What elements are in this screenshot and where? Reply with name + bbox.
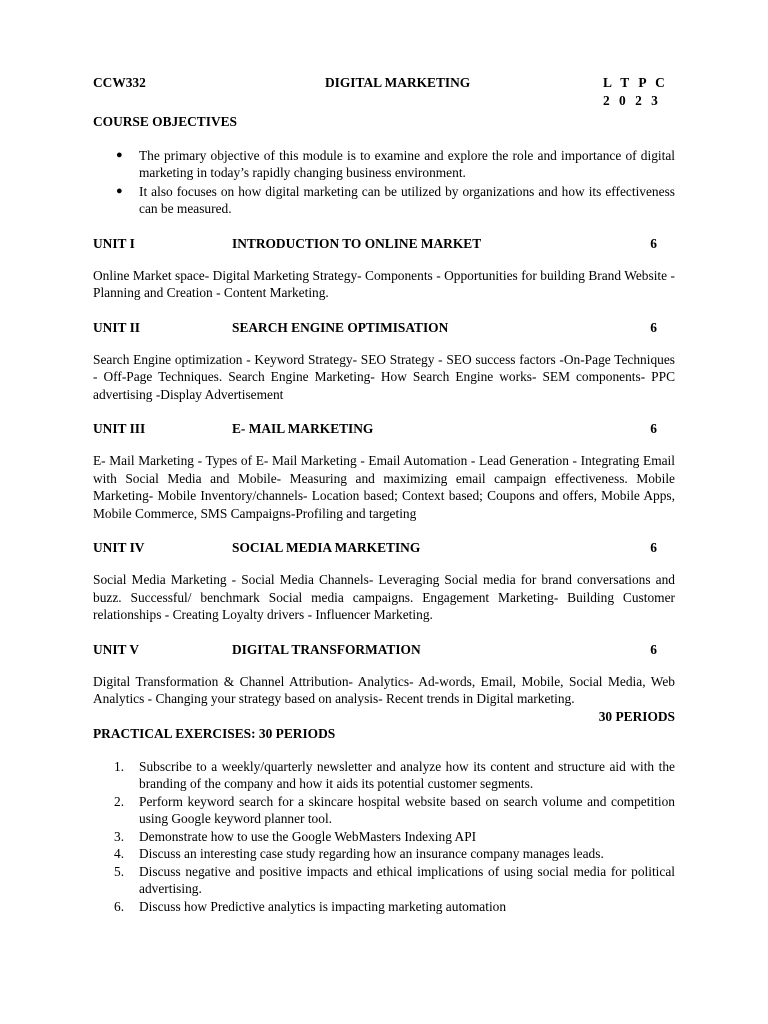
unit-number: UNIT II	[93, 319, 141, 335]
unit-number: UNIT III	[93, 421, 146, 436]
bullet-icon: ●	[116, 148, 123, 161]
syllabus-page	[93, 74, 675, 915]
unit-title: SEARCH ENGINE OPTIMISATION	[232, 319, 449, 335]
unit-number: UNIT V	[93, 641, 140, 657]
item-number: 6.	[114, 898, 125, 914]
course-title: DIGITAL MARKETING	[325, 75, 471, 90]
unit-heading	[93, 420, 675, 438]
unit-section	[93, 235, 675, 302]
unit-section	[93, 539, 675, 624]
unit-section	[93, 420, 675, 522]
unit-heading	[93, 539, 675, 557]
course-code: CCW332	[93, 75, 146, 90]
unit-body: Digital Transformation & Channel Attribution- Analytics- Ad-words, Email, Mobile, Social Media, Web Analytics - Changing your strategy based on analysis- Recent trends in Digital marketing.	[93, 673, 675, 706]
exercise-text: Discuss how Predictive analytics is impacting marketing automation	[139, 898, 507, 914]
unit-hours: 6	[650, 641, 657, 657]
list-item	[93, 863, 675, 898]
item-number: 2.	[114, 793, 125, 809]
unit-heading	[93, 235, 675, 253]
unit-body: Social Media Marketing - Social Media Channels- Leveraging Social media for brand conversations and buzz. Successful/ benchmark Social media campaigns. Engagement Marketing- Building Customer relationships - Creating Loyalty drivers - Influencer Marketing.	[93, 572, 675, 622]
item-number: 1.	[114, 758, 125, 774]
unit-number: UNIT IV	[93, 540, 145, 555]
unit-title: SOCIAL MEDIA MARKETING	[232, 540, 421, 555]
item-number: 4.	[114, 846, 125, 861]
unit-section	[93, 319, 675, 404]
list-item	[93, 147, 675, 182]
course-header	[93, 74, 675, 108]
unit-hours: 6	[650, 540, 657, 555]
item-number: 3.	[114, 828, 125, 844]
exercise-text: Subscribe to a weekly/quarterly newsletter and analyze how its content and structure aid with the branding of the company and how it aids its potential customer segments.	[139, 758, 675, 791]
unit-section	[93, 641, 675, 708]
list-item	[93, 845, 675, 863]
ltpc-label: L T P C	[603, 75, 668, 90]
unit-number: UNIT I	[93, 235, 135, 251]
exercise-text: Discuss negative and positive impacts and ethical implications of using social media for political advertising.	[139, 863, 675, 896]
unit-body: E- Mail Marketing - Types of E- Mail Marketing - Email Automation - Lead Generation - Integrating Email with Social Media and Mobile- Measuring and maximizing email campaign effectiveness. Mobile Marketing- Mobile Inventory/channels- Location based; Context based; Coupons and offers, Mobile Apps, Mobile Commerce, SMS Campaigns-Profiling and targeting	[93, 453, 675, 521]
unit-body: Online Market space- Digital Marketing Strategy- Components - Opportunities for building Brand Website - Planning and Creation - Content Marketing.	[93, 267, 675, 300]
unit-title: INTRODUCTION TO ONLINE MARKET	[232, 235, 482, 251]
practical-exercises-list	[93, 758, 675, 916]
list-item	[93, 828, 675, 846]
course-objectives-list	[93, 147, 675, 218]
exercise-text: Perform keyword search for a skincare hospital website based on search volume and competition using Google keyword planner tool.	[139, 793, 675, 826]
unit-heading	[93, 319, 675, 337]
bullet-icon: ●	[116, 184, 123, 197]
objective-text: The primary objective of this module is to examine and explore the role and importance of digital marketing in today’s rapidly changing business environment.	[139, 147, 675, 180]
list-item	[93, 758, 675, 793]
item-number: 5.	[114, 863, 125, 879]
total-periods: 30 PERIODS	[598, 708, 675, 724]
ltpc-values: 2 0 2 3	[603, 93, 661, 108]
exercise-text: Demonstrate how to use the Google WebMasters Indexing API	[139, 828, 477, 844]
unit-hours: 6	[650, 421, 657, 436]
objective-text: It also focuses on how digital marketing can be utilized by organizations and how its effectiveness can be measured.	[139, 183, 675, 216]
unit-title: DIGITAL TRANSFORMATION	[232, 641, 421, 657]
unit-body: Search Engine optimization - Keyword Strategy- SEO Strategy - SEO success factors -On-Page Techniques - Off-Page Techniques. Search Engine Marketing- How Search Engine works- SEM components- PPC advertising -Display Advertisement	[93, 351, 675, 402]
unit-hours: 6	[650, 319, 657, 335]
exercise-text: Discuss an interesting case study regarding how an insurance company manages leads.	[139, 846, 604, 861]
list-item	[93, 183, 675, 218]
list-item	[93, 898, 675, 916]
unit-heading	[93, 641, 675, 659]
unit-title: E- MAIL MARKETING	[232, 421, 374, 436]
unit-hours: 6	[650, 235, 657, 251]
list-item	[93, 793, 675, 828]
course-objectives-heading: COURSE OBJECTIVES	[93, 114, 237, 129]
practical-exercises-heading: PRACTICAL EXERCISES: 30 PERIODS	[93, 726, 336, 741]
